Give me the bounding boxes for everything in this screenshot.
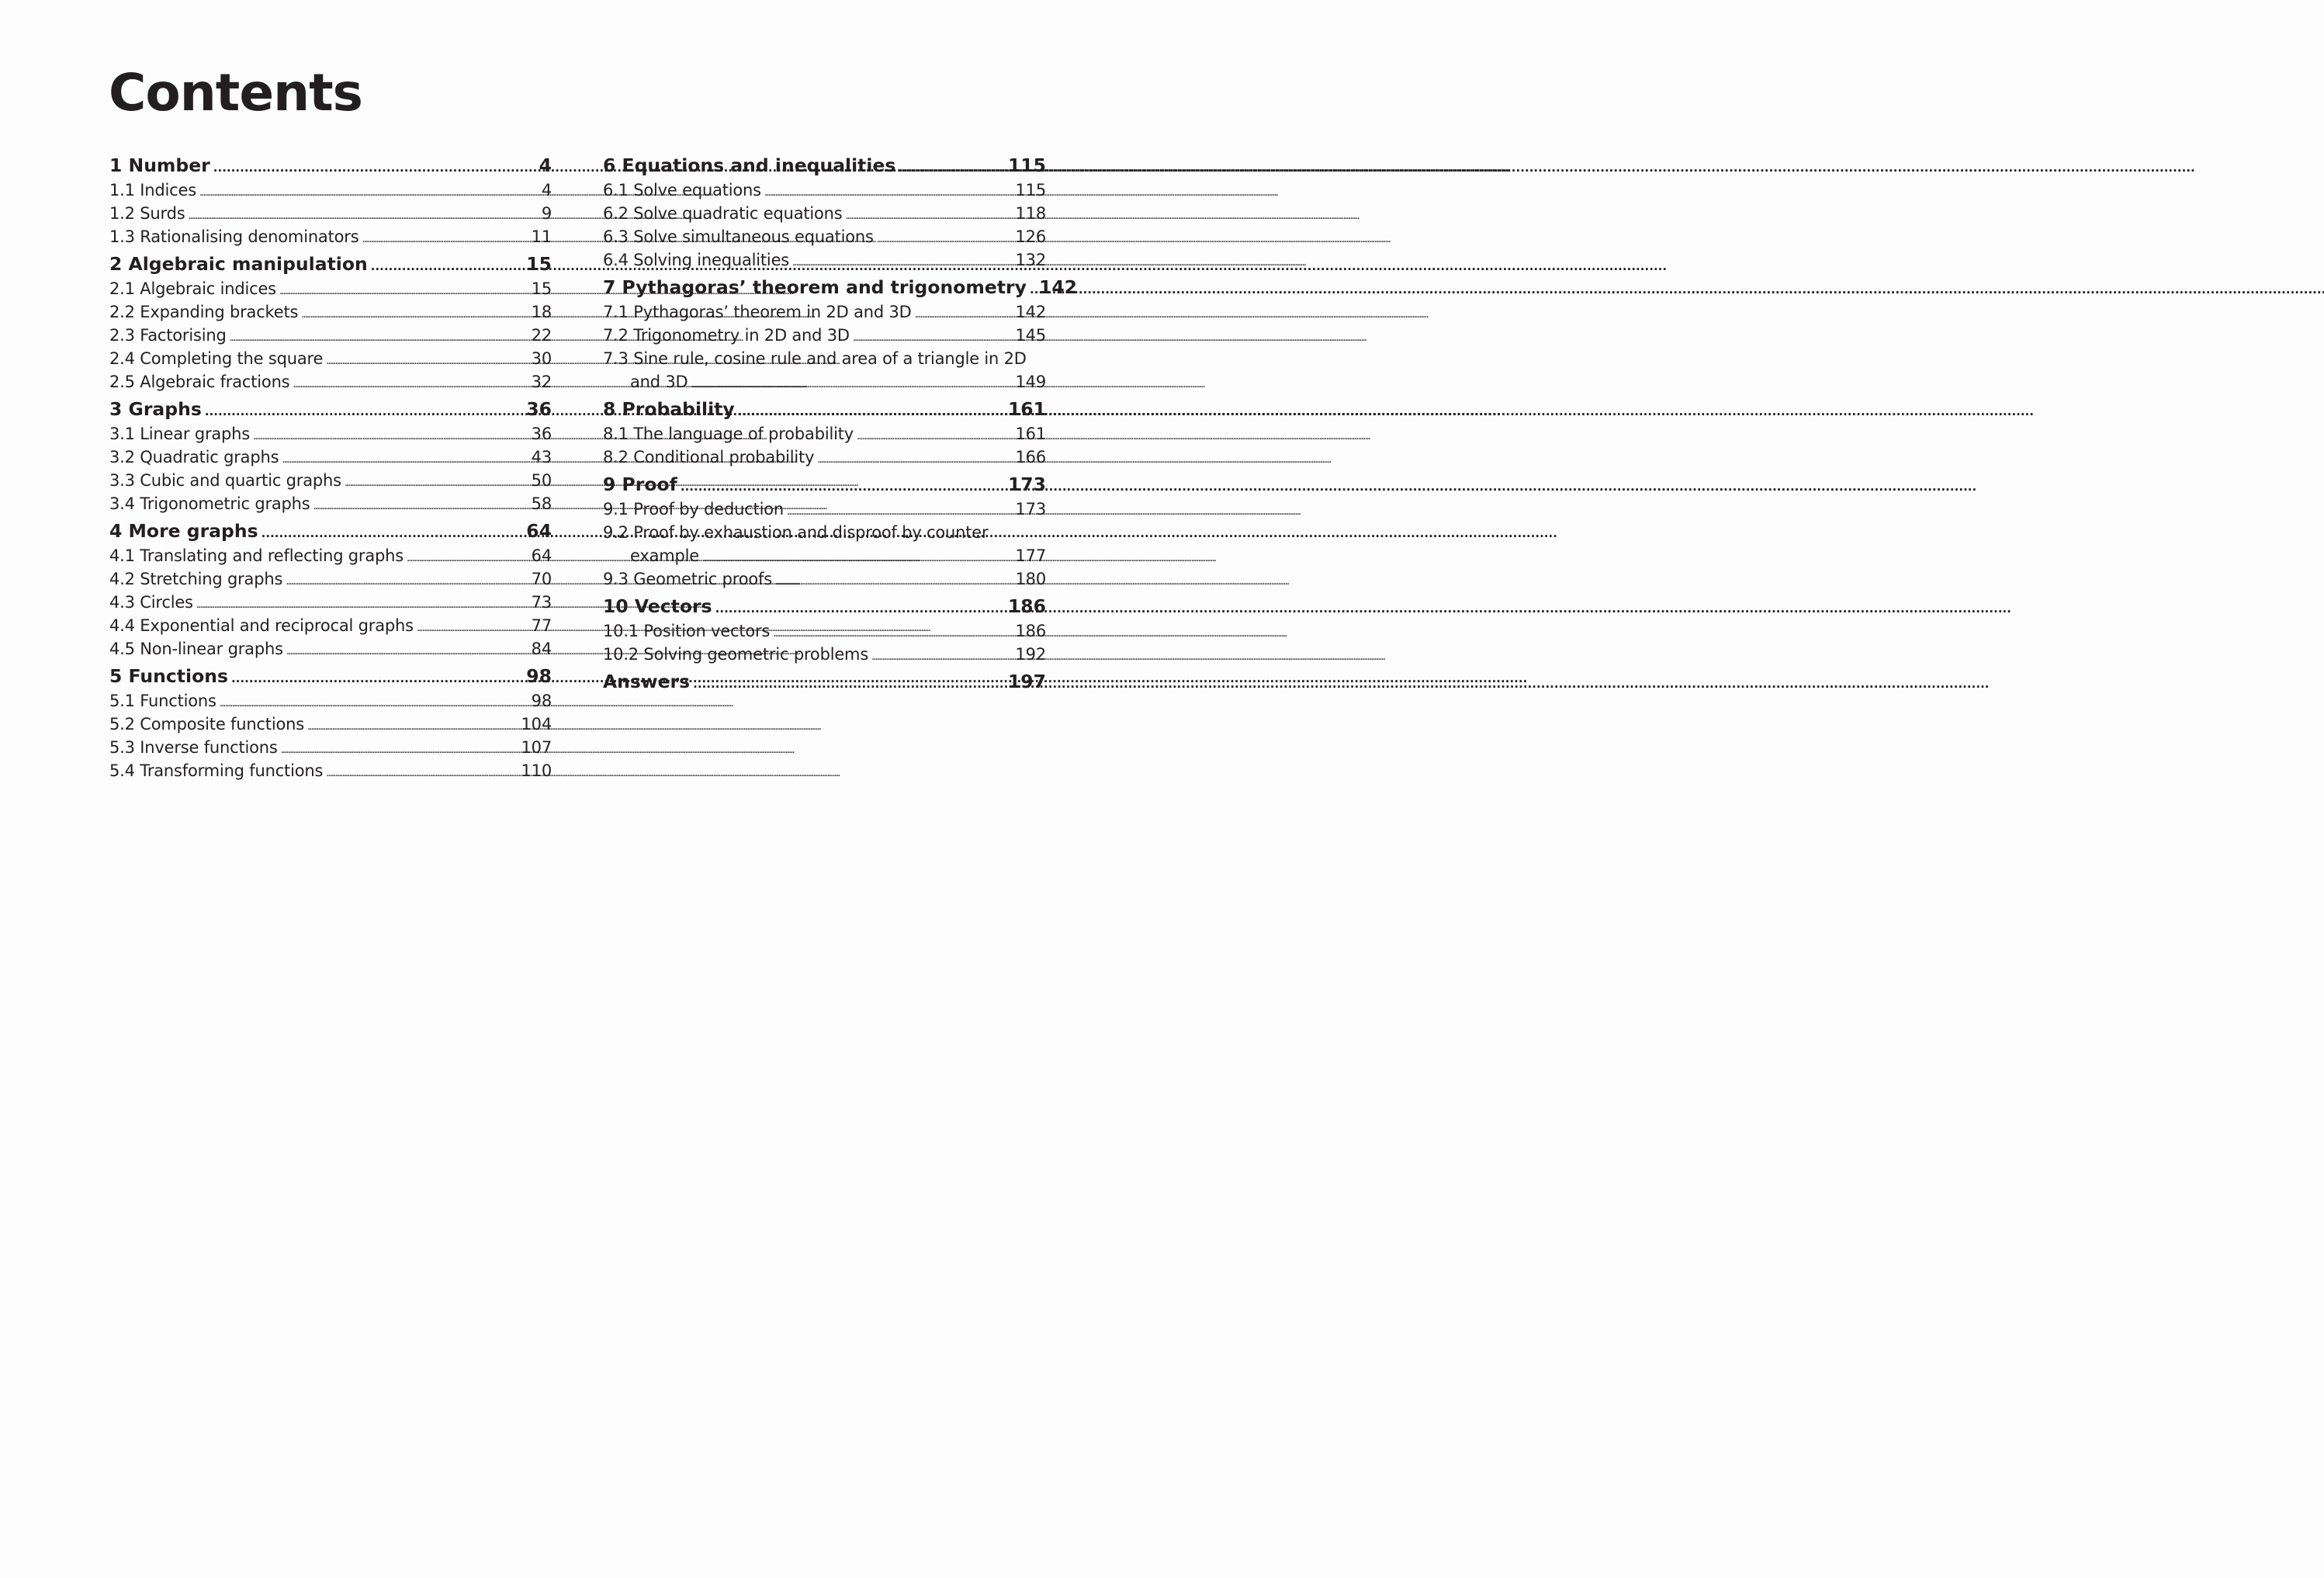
page-number: 50 bbox=[531, 471, 552, 490]
page-number: 192 bbox=[1015, 645, 1046, 664]
dot-leader bbox=[792, 248, 1013, 275]
page-number: 161 bbox=[1015, 425, 1046, 443]
toc-section-entry[interactable] bbox=[109, 492, 552, 515]
chapter-title: Answers bbox=[603, 671, 691, 692]
toc-section-entry[interactable] bbox=[109, 202, 552, 225]
dot-leader bbox=[693, 669, 1006, 697]
section-title: 6.4 Solving inequalities bbox=[603, 251, 790, 269]
toc-section-entry[interactable] bbox=[603, 619, 1046, 643]
dot-leader bbox=[286, 637, 530, 664]
page-number: 32 bbox=[531, 373, 552, 391]
page-title: Contents bbox=[109, 63, 362, 123]
dot-leader bbox=[326, 347, 529, 373]
toc-section-entry[interactable] bbox=[603, 347, 1046, 370]
chapter-title: 4 More graphs bbox=[109, 520, 258, 542]
dot-leader bbox=[738, 397, 1006, 425]
page-number: 36 bbox=[526, 398, 552, 420]
page-number: 166 bbox=[1015, 448, 1046, 466]
toc-section-entry[interactable] bbox=[109, 567, 552, 591]
dot-leader bbox=[362, 225, 529, 251]
dot-leader bbox=[787, 498, 1014, 524]
dot-leader bbox=[773, 619, 1013, 646]
toc-section-entry[interactable] bbox=[603, 202, 1046, 225]
page-number: 11 bbox=[531, 227, 552, 246]
dot-leader bbox=[313, 492, 530, 518]
section-title: 3.4 Trigonometric graphs bbox=[109, 494, 310, 513]
page-number: 9 bbox=[541, 204, 552, 223]
dot-leader bbox=[301, 300, 529, 327]
chapter-title: 3 Graphs bbox=[109, 398, 202, 420]
toc-section-entry[interactable] bbox=[109, 736, 552, 759]
page-number: 186 bbox=[1007, 595, 1046, 617]
section-title: 9.3 Geometric proofs bbox=[603, 570, 772, 588]
section-title: 8.2 Conditional probability bbox=[603, 448, 815, 466]
section-title: 2.1 Algebraic indices bbox=[109, 279, 276, 298]
dot-leader bbox=[1030, 275, 1037, 303]
section-title: 2.5 Algebraic fractions bbox=[109, 373, 290, 391]
toc-chapter-entry[interactable] bbox=[603, 594, 1046, 619]
section-title: 3.3 Cubic and quartic graphs bbox=[109, 471, 341, 490]
section-title: 9.1 Proof by deduction bbox=[603, 500, 784, 518]
toc-section-entry[interactable] bbox=[603, 422, 1046, 446]
page-number: 115 bbox=[1007, 154, 1046, 176]
page-number: 145 bbox=[1015, 326, 1046, 345]
dot-leader bbox=[691, 370, 1014, 397]
toc-section-entry[interactable] bbox=[603, 567, 1046, 591]
toc-section-entry[interactable] bbox=[603, 300, 1046, 324]
section-title: 4.1 Translating and reflecting graphs bbox=[109, 546, 404, 565]
dot-leader bbox=[307, 713, 520, 739]
page-number: 110 bbox=[521, 761, 552, 780]
section-title: 6.1 Solve equations bbox=[603, 181, 761, 199]
toc-section-entry[interactable] bbox=[109, 759, 552, 782]
toc-section-entry[interactable] bbox=[109, 544, 552, 567]
dot-leader bbox=[199, 179, 540, 205]
section-title: 4.2 Stretching graphs bbox=[109, 570, 283, 588]
toc-section-entry[interactable] bbox=[109, 689, 552, 713]
page-number: 84 bbox=[531, 640, 552, 658]
page-number: 43 bbox=[531, 448, 552, 466]
toc-chapter-entry[interactable] bbox=[109, 153, 552, 179]
toc-section-entry[interactable] bbox=[603, 248, 1046, 272]
toc-section-entry[interactable] bbox=[603, 643, 1046, 666]
section-title: 6.3 Solve simultaneous equations bbox=[603, 227, 874, 246]
dot-leader bbox=[220, 689, 530, 716]
toc-section-entry[interactable] bbox=[109, 614, 552, 637]
toc-section-entry[interactable] bbox=[109, 179, 552, 202]
page-number: 15 bbox=[526, 253, 552, 275]
dot-leader bbox=[293, 370, 529, 397]
toc-section-entry[interactable] bbox=[109, 469, 552, 492]
toc-section-entry[interactable] bbox=[109, 347, 552, 370]
dot-leader bbox=[231, 664, 525, 692]
chapter-title: 5 Functions bbox=[109, 665, 228, 687]
section-title: 4.4 Exponential and reciprocal graphs bbox=[109, 616, 414, 635]
toc-chapter-entry[interactable] bbox=[603, 153, 1046, 179]
page-number: 77 bbox=[531, 616, 552, 635]
section-title: 7.2 Trigonometry in 2D and 3D bbox=[603, 326, 850, 345]
toc-section-entry[interactable] bbox=[603, 446, 1046, 469]
toc-section-entry[interactable] bbox=[109, 637, 552, 661]
section-title: 7.3 Sine rule, cosine rule and area of a triangle in 2D bbox=[603, 349, 1027, 368]
page-number: 64 bbox=[531, 546, 552, 565]
page-number: 107 bbox=[521, 738, 552, 757]
chapter-title: 7 Pythagoras’ theorem and trigonometry bbox=[603, 276, 1027, 298]
toc-chapter-entry[interactable] bbox=[109, 251, 552, 277]
dot-leader bbox=[196, 591, 530, 617]
page-number: 18 bbox=[531, 303, 552, 321]
section-title: 10.2 Solving geometric problems bbox=[603, 645, 869, 664]
toc-section-entry[interactable] bbox=[109, 300, 552, 324]
page-number: 70 bbox=[531, 570, 552, 588]
section-title: 5.2 Composite functions bbox=[109, 715, 304, 734]
toc-section-entry[interactable] bbox=[109, 591, 552, 614]
section-title: 7.1 Pythagoras’ theorem in 2D and 3D bbox=[603, 303, 912, 321]
toc-chapter-entry[interactable] bbox=[603, 669, 1046, 695]
page-number: 4 bbox=[539, 154, 552, 176]
dot-leader bbox=[371, 251, 525, 279]
dot-leader bbox=[846, 202, 1014, 228]
dot-leader bbox=[407, 544, 530, 571]
toc-section-entry[interactable] bbox=[109, 225, 552, 248]
page-number: 73 bbox=[531, 593, 552, 612]
dot-leader bbox=[261, 518, 525, 546]
page-number: 4 bbox=[541, 181, 552, 199]
section-title: 2.2 Expanding brackets bbox=[109, 303, 299, 321]
section-title: 1.2 Surds bbox=[109, 204, 185, 223]
section-title: 3.2 Quadratic graphs bbox=[109, 448, 279, 466]
section-title: 5.3 Inverse functions bbox=[109, 738, 278, 757]
toc-section-entry[interactable] bbox=[109, 422, 552, 446]
dot-leader bbox=[230, 324, 530, 350]
toc-left-column bbox=[109, 153, 552, 782]
toc-chapter-entry[interactable] bbox=[109, 664, 552, 689]
section-title: 5.1 Functions bbox=[109, 692, 216, 710]
page-number: 22 bbox=[531, 326, 552, 345]
page-number: 197 bbox=[1007, 671, 1046, 692]
toc-chapter-entry[interactable] bbox=[109, 518, 552, 544]
toc-section-entry[interactable] bbox=[109, 713, 552, 736]
dot-leader bbox=[857, 422, 1014, 449]
page-number: 142 bbox=[1038, 276, 1078, 298]
toc-chapter-entry[interactable] bbox=[603, 397, 1046, 422]
page-number: 132 bbox=[1015, 251, 1046, 269]
dot-leader bbox=[188, 202, 539, 228]
dot-leader bbox=[253, 422, 530, 449]
toc-section-entry[interactable] bbox=[603, 179, 1046, 202]
section-title: 10.1 Position vectors bbox=[603, 622, 771, 640]
toc-right-column bbox=[603, 153, 1078, 695]
dot-leader bbox=[715, 594, 1006, 622]
page-number: 98 bbox=[526, 665, 552, 687]
section-title: 1.1 Indices bbox=[109, 181, 196, 199]
chapter-title: 8 Probability bbox=[603, 398, 735, 420]
page-number: 149 bbox=[1015, 373, 1046, 391]
section-title: 6.2 Solve quadratic equations bbox=[603, 204, 843, 223]
toc-chapter-entry[interactable] bbox=[603, 275, 1078, 300]
dot-leader bbox=[681, 472, 1006, 500]
page-number: 104 bbox=[521, 715, 552, 734]
chapter-title: 1 Number bbox=[109, 154, 210, 176]
page-number: 161 bbox=[1007, 398, 1046, 420]
page-number: 173 bbox=[1015, 500, 1046, 518]
section-title: 9.2 Proof by exhaustion and disproof by counter bbox=[603, 523, 989, 542]
dot-leader bbox=[817, 446, 1013, 472]
dot-leader bbox=[915, 300, 1014, 327]
dot-leader bbox=[702, 544, 1014, 571]
page-number: 36 bbox=[531, 425, 552, 443]
section-title: 2.3 Factorising bbox=[109, 326, 227, 345]
toc-section-entry[interactable] bbox=[603, 225, 1046, 248]
dot-leader bbox=[899, 153, 1006, 181]
toc-section-entry[interactable] bbox=[109, 446, 552, 469]
chapter-title: 2 Algebraic manipulation bbox=[109, 253, 368, 275]
page-number: 173 bbox=[1007, 473, 1046, 495]
section-title: 5.4 Transforming functions bbox=[109, 761, 324, 780]
toc-section-entry[interactable] bbox=[603, 544, 1046, 567]
dot-leader bbox=[282, 446, 529, 472]
page-number: 64 bbox=[526, 520, 552, 542]
page-number: 118 bbox=[1015, 204, 1046, 223]
page-number: 58 bbox=[531, 494, 552, 513]
toc-section-entry[interactable] bbox=[109, 370, 552, 394]
section-title: 4.3 Circles bbox=[109, 593, 193, 612]
toc-chapter-entry[interactable] bbox=[109, 397, 552, 422]
section-title: example bbox=[630, 546, 699, 565]
dot-leader bbox=[281, 736, 520, 762]
dot-leader bbox=[775, 567, 1014, 594]
section-title: 2.4 Completing the square bbox=[109, 349, 324, 368]
page-number: 186 bbox=[1015, 622, 1046, 640]
section-title: 4.5 Non-linear graphs bbox=[109, 640, 283, 658]
section-title: 8.1 The language of probability bbox=[603, 425, 854, 443]
page-number: 180 bbox=[1015, 570, 1046, 588]
page-number: 177 bbox=[1015, 546, 1046, 565]
section-title: 1.3 Rationalising denominators bbox=[109, 227, 359, 246]
chapter-title: 6 Equations and inequalities bbox=[603, 154, 896, 176]
section-title: and 3D bbox=[630, 373, 688, 391]
dot-leader bbox=[871, 643, 1013, 669]
toc-section-entry[interactable] bbox=[603, 324, 1046, 347]
section-title: 3.1 Linear graphs bbox=[109, 425, 251, 443]
page-number: 115 bbox=[1015, 181, 1046, 199]
page-number: 142 bbox=[1015, 303, 1046, 321]
page-number: 98 bbox=[531, 692, 552, 710]
dot-leader bbox=[279, 277, 530, 303]
page-number: 30 bbox=[531, 349, 552, 368]
dot-leader bbox=[286, 567, 529, 594]
toc-chapter-entry[interactable] bbox=[603, 472, 1046, 498]
dot-leader bbox=[853, 324, 1014, 350]
dot-leader bbox=[345, 469, 530, 495]
dot-leader bbox=[877, 225, 1014, 251]
toc-section-entry[interactable] bbox=[109, 324, 552, 347]
page-number: 126 bbox=[1015, 227, 1046, 246]
dot-leader bbox=[326, 759, 519, 786]
dot-leader bbox=[213, 153, 538, 181]
page-number: 15 bbox=[531, 279, 552, 298]
toc-section-entry[interactable] bbox=[603, 498, 1046, 521]
toc-section-entry[interactable] bbox=[603, 370, 1046, 394]
chapter-title: 10 Vectors bbox=[603, 595, 712, 617]
dot-leader bbox=[764, 179, 1014, 205]
toc-section-entry[interactable] bbox=[603, 521, 1046, 544]
contents-page bbox=[0, 0, 1141, 1578]
toc-section-entry[interactable] bbox=[109, 277, 552, 300]
dot-leader bbox=[417, 614, 530, 640]
dot-leader bbox=[205, 397, 525, 425]
chapter-title: 9 Proof bbox=[603, 473, 677, 495]
